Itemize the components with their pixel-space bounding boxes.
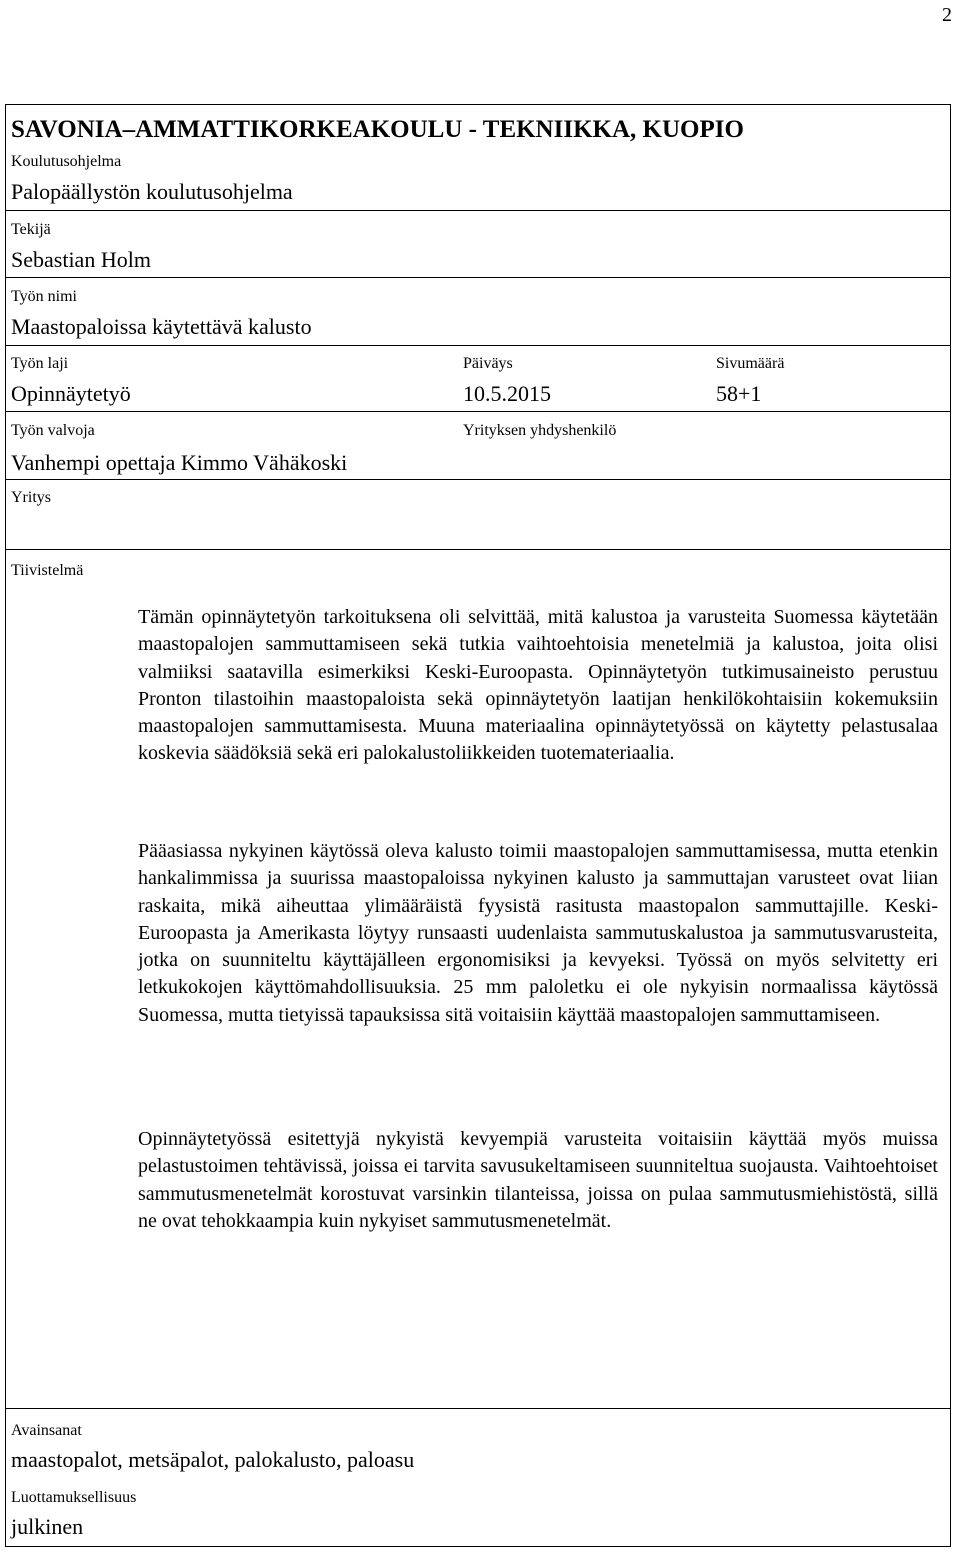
yhdyshenkilo-label: Yrityksen yhdyshenkilö bbox=[463, 422, 617, 439]
abstract-paragraph-3: Opinnäytetyössä esitettyjä nykyistä kevyempiä varusteita voitaisiin käyttää myös muissa pelastustoimen tehtävissä, joissa ei tarvita savusukeltamiseen suunniteltua suojausta. Vaihtoehtoiset sammutusmenetelmät korostuvat varsinkin tilanteissa, joissa on pulaa sammutusmiehistöstä, sillä ne ovat tehokkaampia kuin nykyiset sammutusmenetelmät. bbox=[138, 1128, 938, 1232]
valvoja-value: Vanhempi opettaja Kimmo Vähäkoski bbox=[11, 450, 348, 475]
divider bbox=[6, 411, 950, 412]
yritys-label: Yritys bbox=[11, 489, 51, 506]
abstract-paragraph-2: Pääasiassa nykyinen käytössä oleva kalusto toimii maastopalojen sammuttamisessa, mutta etenkin hankalimmissa ja suurissa maastopaloissa nykyinen kalusto ja sammuttajan varusteet ovat liian raskaita, mikä aiheuttaa ylimääräistä fyysistä rasitusta maastopalon sammuttajille. Keski-Euroopasta ja Amerikasta löytyy runsaasti uudenlaista sammutuskalustoa ja sammutusvarusteita, jotka on suunniteltu käyttäjälleen ergonomisiksi ja kevyeksi. Työssä on myös selvitetty eri letkukokojen käyttömahdollisuuksia. 25 mm paloletku ei ole nykyisin normaalissa käytössä Suomessa, mutta tietyissä tapauksissa sitä voitaisiin käyttää maastopalojen sammuttamiseen. bbox=[138, 840, 938, 1026]
divider bbox=[6, 479, 950, 480]
tyon-nimi-value: Maastopaloissa käytettävä kalusto bbox=[11, 314, 312, 339]
sivumaara-value: 58+1 bbox=[716, 381, 762, 406]
tiivistelma-label: Tiivistelmä bbox=[11, 562, 84, 579]
avainsanat-label: Avainsanat bbox=[11, 1422, 82, 1439]
tyon-nimi-label: Työn nimi bbox=[11, 288, 77, 305]
luottamuksellisuus-value: julkinen bbox=[11, 1514, 84, 1539]
divider bbox=[6, 277, 950, 278]
avainsanat-value: maastopalot, metsäpalot, palokalusto, paloasu bbox=[11, 1447, 415, 1472]
abstract-paragraph-1: Tämän opinnäytetyön tarkoituksena oli selvittää, mitä kalustoa ja varusteita Suomessa käytetään maastopalojen sammuttamiseen sekä tutkia vaihtoehtoisia menetelmiä ja kalustoa, joita olisi valmiiksi saatavilla esimerkiksi Keski-Euroopasta. Opinnäytetyön tutkimusaineisto perustuu Pronton tilastoihin maastopaloista sekä opinnäytetyön laatijan henkilökohtaisiin kokemuksiin maastopalojen sammuttamisesta. Muuna materiaalina opinnäytetyössä on käytetty pelastusalaa koskevia säädöksiä sekä eri palokalustoliikkeiden tuotemateriaalia. bbox=[138, 606, 938, 765]
tekija-label: Tekijä bbox=[11, 221, 51, 238]
sivumaara-label: Sivumäärä bbox=[716, 355, 785, 372]
page-number: 2 bbox=[942, 4, 952, 26]
paivays-label: Päiväys bbox=[463, 355, 513, 372]
divider bbox=[6, 1408, 950, 1409]
institution-name: SAVONIA–AMMATTIKORKEAKOULU - TEKNIIKKA, KUOPIO bbox=[11, 116, 744, 143]
luottamuksellisuus-label: Luottamuksellisuus bbox=[11, 1489, 137, 1506]
tyon-laji-label: Työn laji bbox=[11, 355, 69, 372]
divider bbox=[6, 210, 950, 211]
divider bbox=[6, 345, 950, 346]
koulutusohjelma-value: Palopäällystön koulutusohjelma bbox=[11, 179, 293, 204]
tyon-laji-value: Opinnäytetyö bbox=[11, 381, 131, 406]
valvoja-label: Työn valvoja bbox=[11, 422, 95, 439]
divider bbox=[6, 549, 950, 550]
tekija-value: Sebastian Holm bbox=[11, 247, 151, 272]
paivays-value: 10.5.2015 bbox=[463, 381, 551, 406]
koulutusohjelma-label: Koulutusohjelma bbox=[11, 153, 122, 170]
